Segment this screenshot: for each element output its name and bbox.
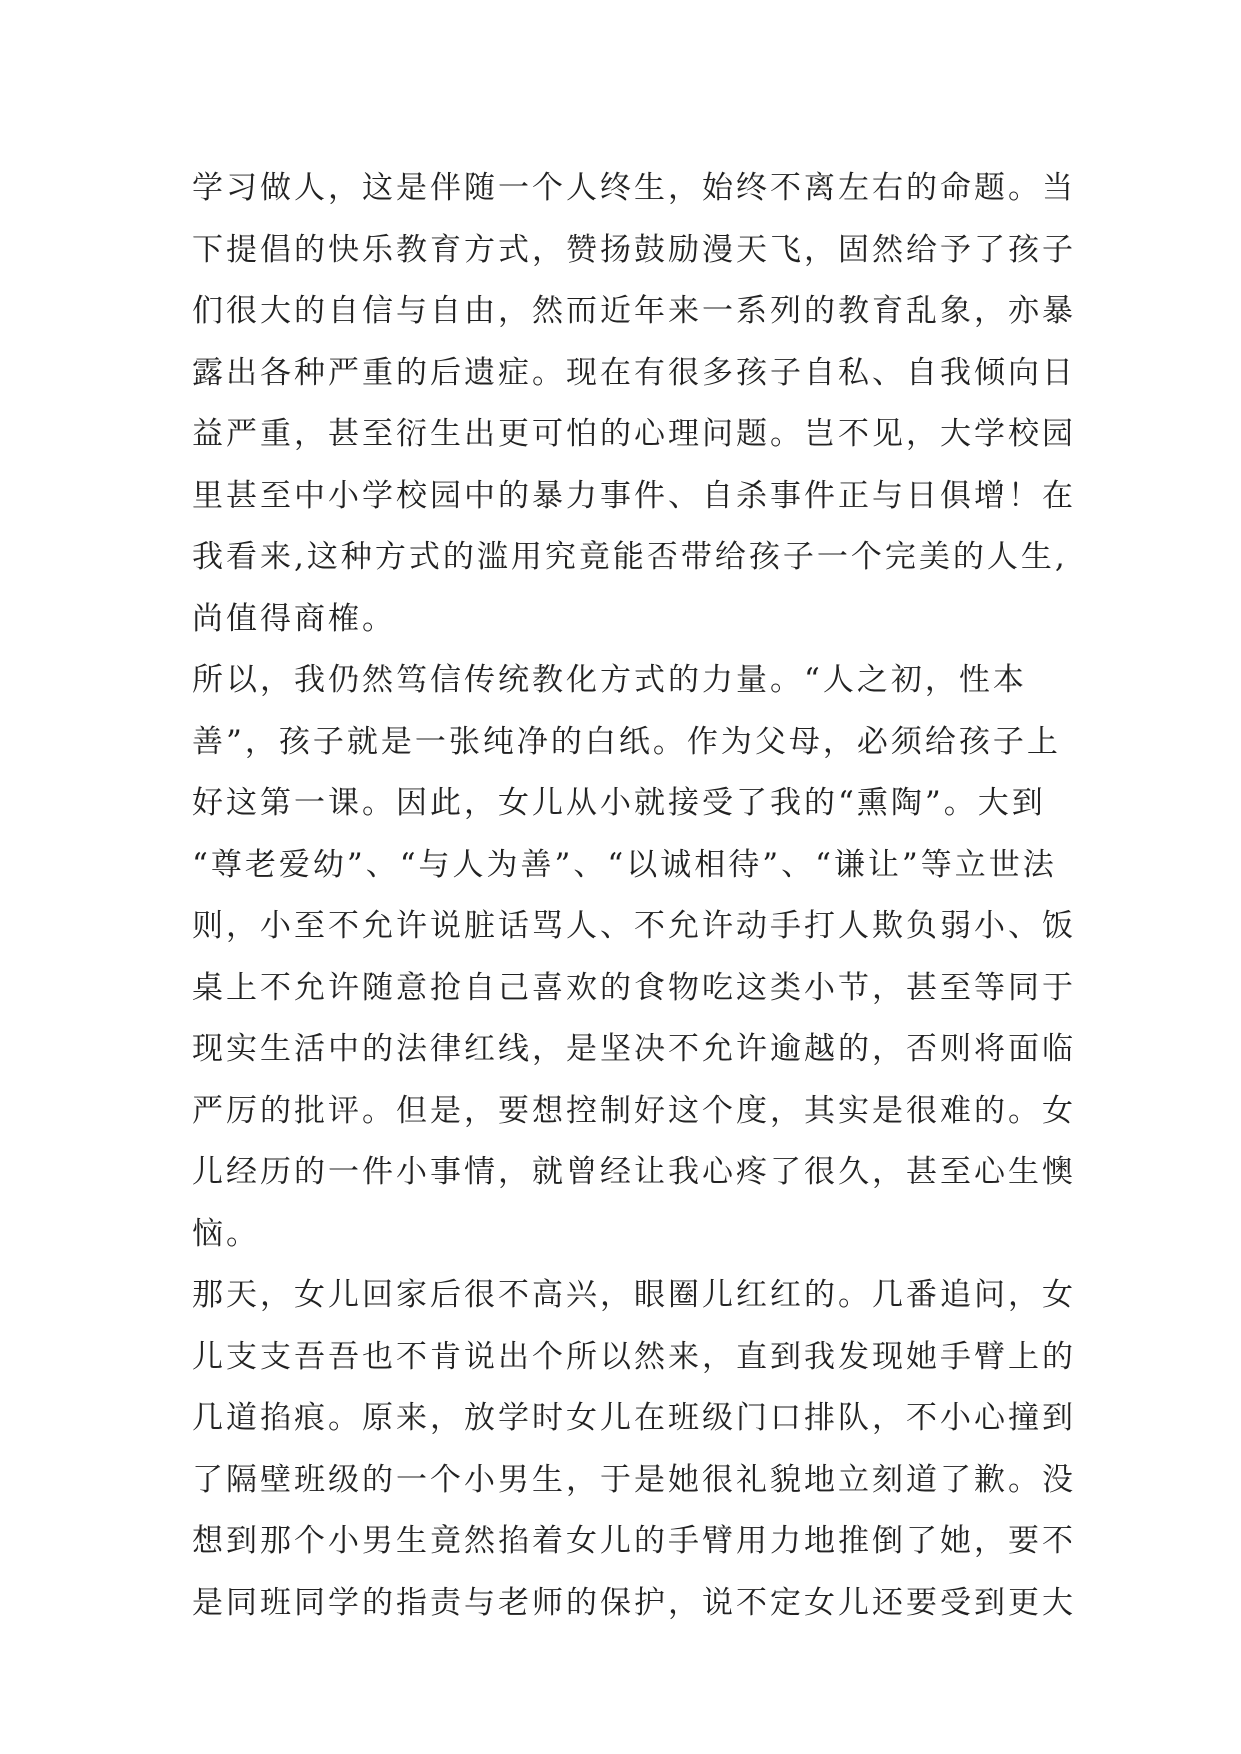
text-line: 是同班同学的指责与老师的保护，说不定女儿还要受到更大 (192, 1584, 1076, 1621)
text-line: 了隔壁班级的一个小男生，于是她很礼貌地立刻道了歉。没 (192, 1461, 1076, 1498)
text-line: 则，小至不允许说脏话骂人、不允许动手打人欺负弱小、饭 (192, 908, 1076, 944)
text-line: 好这第一课。因此，女儿从小就接受了我的“熏陶”。大到 (192, 785, 1046, 821)
text-line: 恼。 (192, 1215, 260, 1252)
text-line: 里甚至中小学校园中的暴力事件、自杀事件正与日俱增！在 (192, 477, 1076, 514)
text-line: 几道掐痕。原来，放学时女儿在班级门口排队，不小心撞到 (192, 1400, 1076, 1436)
text-line: 想到那个小男生竟然掐着女儿的手臂用力地推倒了她，要不 (192, 1523, 1076, 1559)
text-line: 我看来,这种方式的滥用究竟能否带给孩子一个完美的人生, (192, 539, 1068, 575)
text-line: 露出各种严重的后遗症。现在有很多孩子自私、自我倾向日 (192, 354, 1076, 391)
text-line: 儿支支吾吾也不肯说出个所以然来，直到我发现她手臂上的 (192, 1338, 1076, 1375)
text-line: 儿经历的一件小事情，就曾经让我心疼了很久，甚至心生懊 (192, 1154, 1076, 1190)
body-text (192, 158, 1076, 1634)
text-line: 那天，女儿回家后很不高兴，眼圈儿红红的。几番追问，女 (192, 1277, 1076, 1313)
text-line: 严厉的批评。但是，要想控制好这个度，其实是很难的。女 (192, 1092, 1076, 1129)
text-line: 下提倡的快乐教育方式，赞扬鼓励漫天飞，固然给予了孩子 (192, 231, 1076, 268)
text-line: 们很大的自信与自由，然而近年来一系列的教育乱象，亦暴 (192, 293, 1076, 329)
text-line: 善”，孩子就是一张纯净的白纸。作为父母，必须给孩子上 (192, 723, 1061, 760)
text-line: 现实生活中的法律红线，是坚决不允许逾越的，否则将面临 (192, 1031, 1076, 1067)
text-line: 所以，我仍然笃信传统教化方式的力量。“人之初，性本 (192, 662, 1027, 698)
text-line: “尊老爱幼”、“与人为善”、“以诚相待”、“谦让”等立世法 (192, 846, 1057, 883)
text-line: 尚值得商榷。 (192, 600, 396, 637)
text-line: 益严重，甚至衍生出更可怕的心理问题。岂不见，大学校园 (192, 416, 1076, 452)
text-line: 桌上不允许随意抢自己喜欢的食物吃这类小节，甚至等同于 (192, 969, 1076, 1006)
text-line: 学习做人，这是伴随一个人终生，始终不离左右的命题。当 (192, 170, 1076, 206)
